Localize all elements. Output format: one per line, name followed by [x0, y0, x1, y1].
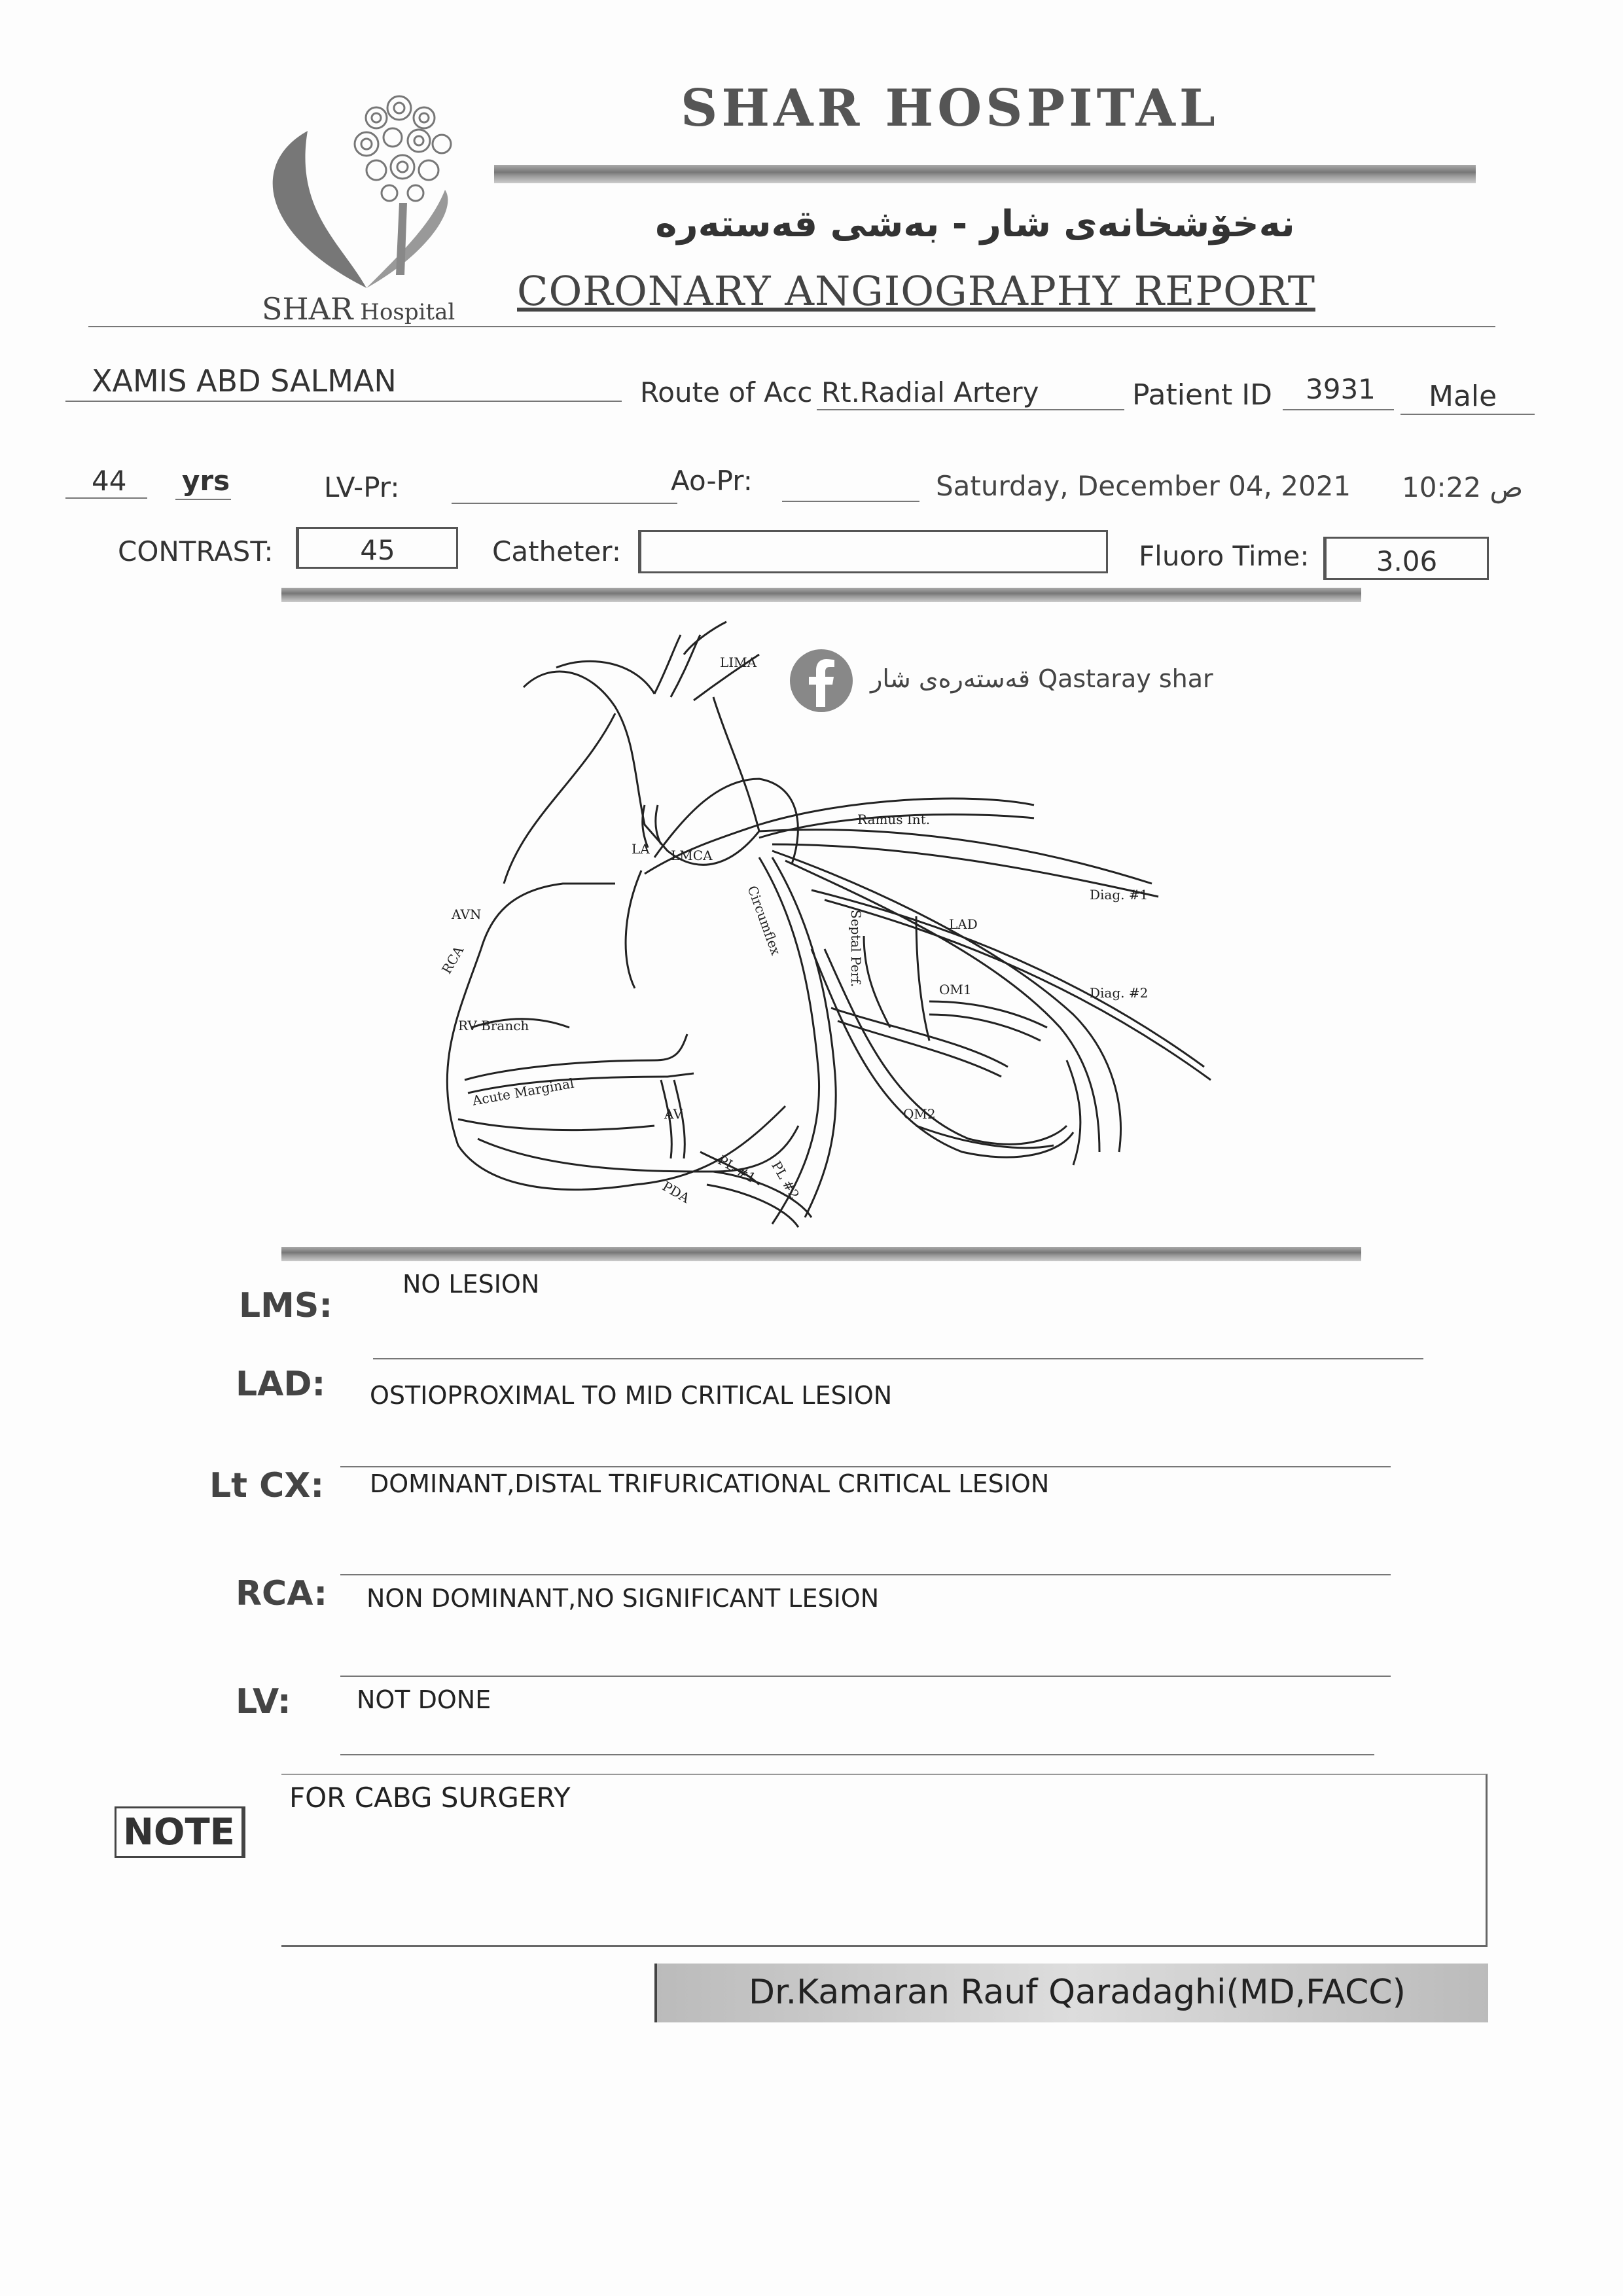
coronary-diagram — [419, 609, 1243, 1237]
note-box — [281, 1774, 1488, 1947]
heart-tree-logo — [236, 92, 510, 301]
label-acute-marginal: Acute Marginal — [471, 1075, 575, 1109]
age-underline — [65, 497, 147, 499]
label-avn: AVN — [452, 906, 482, 922]
lv-label: LV: — [236, 1682, 291, 1721]
signature-bar — [654, 1964, 1488, 2022]
section-divider-bottom — [281, 1247, 1361, 1261]
rca-label: RCA: — [236, 1574, 328, 1613]
label-septal: Septal Perf. — [848, 910, 864, 988]
time-value: 10:22 — [1402, 471, 1482, 503]
catheter-label: Catheter: — [492, 535, 621, 567]
label-diag1: Diag. #1 — [1090, 887, 1149, 903]
label-pl2: PL #2 — [768, 1158, 803, 1202]
age-unit-underline — [175, 499, 231, 500]
lad-value: OSTIOPROXIMAL TO MID CRITICAL LESION — [370, 1381, 893, 1410]
label-pl1: PL #1 — [715, 1152, 759, 1187]
label-av: AV — [664, 1106, 683, 1122]
lms-line — [373, 1358, 1423, 1359]
label-lad: LAD — [949, 916, 978, 932]
label-ramus: Ramus Int. — [857, 812, 931, 827]
sex-underline — [1400, 414, 1535, 415]
rca-line — [340, 1676, 1391, 1677]
lad-label: LAD: — [236, 1365, 326, 1404]
fluoro-label: Fluoro Time: — [1139, 540, 1310, 572]
logo-caption-sub: Hospital — [353, 299, 455, 325]
lms-value: NO LESION — [402, 1270, 540, 1299]
contrast-label: CONTRAST: — [118, 535, 274, 567]
label-la: LA — [632, 841, 650, 857]
contrast-box — [296, 527, 458, 569]
catheter-box — [638, 530, 1108, 573]
lv-value: NOT DONE — [357, 1685, 491, 1714]
logo-caption-main: SHAR — [262, 291, 353, 327]
logo-caption — [262, 291, 455, 327]
ltcx-line — [340, 1574, 1391, 1575]
exam-time — [1402, 471, 1523, 503]
ao-pr-label: Ao-Pr: — [671, 465, 753, 497]
signature-text: Dr.Kamaran Rauf Qaradaghi(MD,FACC) — [749, 1973, 1406, 2012]
patient-id-value: 3931 — [1306, 373, 1376, 405]
lv-pr-label: LV-Pr: — [324, 471, 400, 503]
lad-line — [340, 1466, 1391, 1467]
label-rca: RCA — [438, 943, 467, 977]
section-divider-top — [281, 588, 1361, 602]
fluoro-value: 3.06 — [1376, 545, 1438, 577]
lv-line — [340, 1754, 1374, 1755]
ao-pr-underline — [782, 501, 919, 502]
exam-date: Saturday, December 04, 2021 — [936, 470, 1351, 502]
note-text: FOR CABG SURGERY — [289, 1782, 571, 1814]
rca-value: NON DOMINANT,NO SIGNIFICANT LESION — [366, 1584, 880, 1613]
hospital-logo — [236, 92, 510, 301]
hospital-name: SHAR HOSPITAL — [681, 79, 1219, 138]
patient-id-label: Patient ID — [1132, 378, 1273, 412]
report-title: CORONARY ANGIOGRAPHY REPORT — [517, 267, 1315, 315]
label-diag2: Diag. #2 — [1090, 985, 1149, 1001]
label-lmca: LMCA — [671, 848, 713, 863]
patient-name: XAMIS ABD SALMAN — [92, 363, 397, 399]
note-label: NOTE — [115, 1806, 245, 1858]
header-rule — [88, 326, 1495, 327]
contrast-value: 45 — [360, 534, 395, 566]
ltcx-value: DOMINANT,DISTAL TRIFURICATIONAL CRITICAL LESION — [370, 1469, 1050, 1498]
age-unit: yrs — [182, 465, 230, 497]
route-value: Rt.Radial Artery — [821, 376, 1039, 408]
route-label: Route of Acc — [640, 376, 813, 408]
lv-pr-underline — [452, 503, 677, 504]
coronary-artery-diagram — [419, 609, 1243, 1237]
label-om1: OM1 — [939, 982, 972, 997]
route-underline — [817, 409, 1124, 410]
label-lima: LIMA — [720, 655, 757, 670]
label-rv-branch: RV Branch — [458, 1018, 529, 1033]
label-om2: OM2 — [903, 1106, 936, 1122]
label-pda: PDA — [660, 1178, 693, 1206]
facebook-page-name: قەستەرەی شار Qastaray shar — [870, 664, 1213, 693]
kurdish-title: نەخۆشخانەی شار - بەشی قەستەرە — [655, 203, 1295, 245]
fluoro-box — [1323, 537, 1489, 580]
id-underline — [1283, 409, 1394, 410]
patient-age: 44 — [92, 465, 127, 497]
header-bar — [494, 165, 1476, 183]
lms-label: LMS: — [239, 1286, 333, 1325]
name-underline — [65, 401, 622, 402]
patient-sex: Male — [1429, 380, 1497, 413]
ltcx-label: Lt CX: — [209, 1466, 325, 1505]
time-suffix: ص — [1489, 471, 1524, 503]
label-circumflex: Circumflex — [744, 884, 784, 958]
